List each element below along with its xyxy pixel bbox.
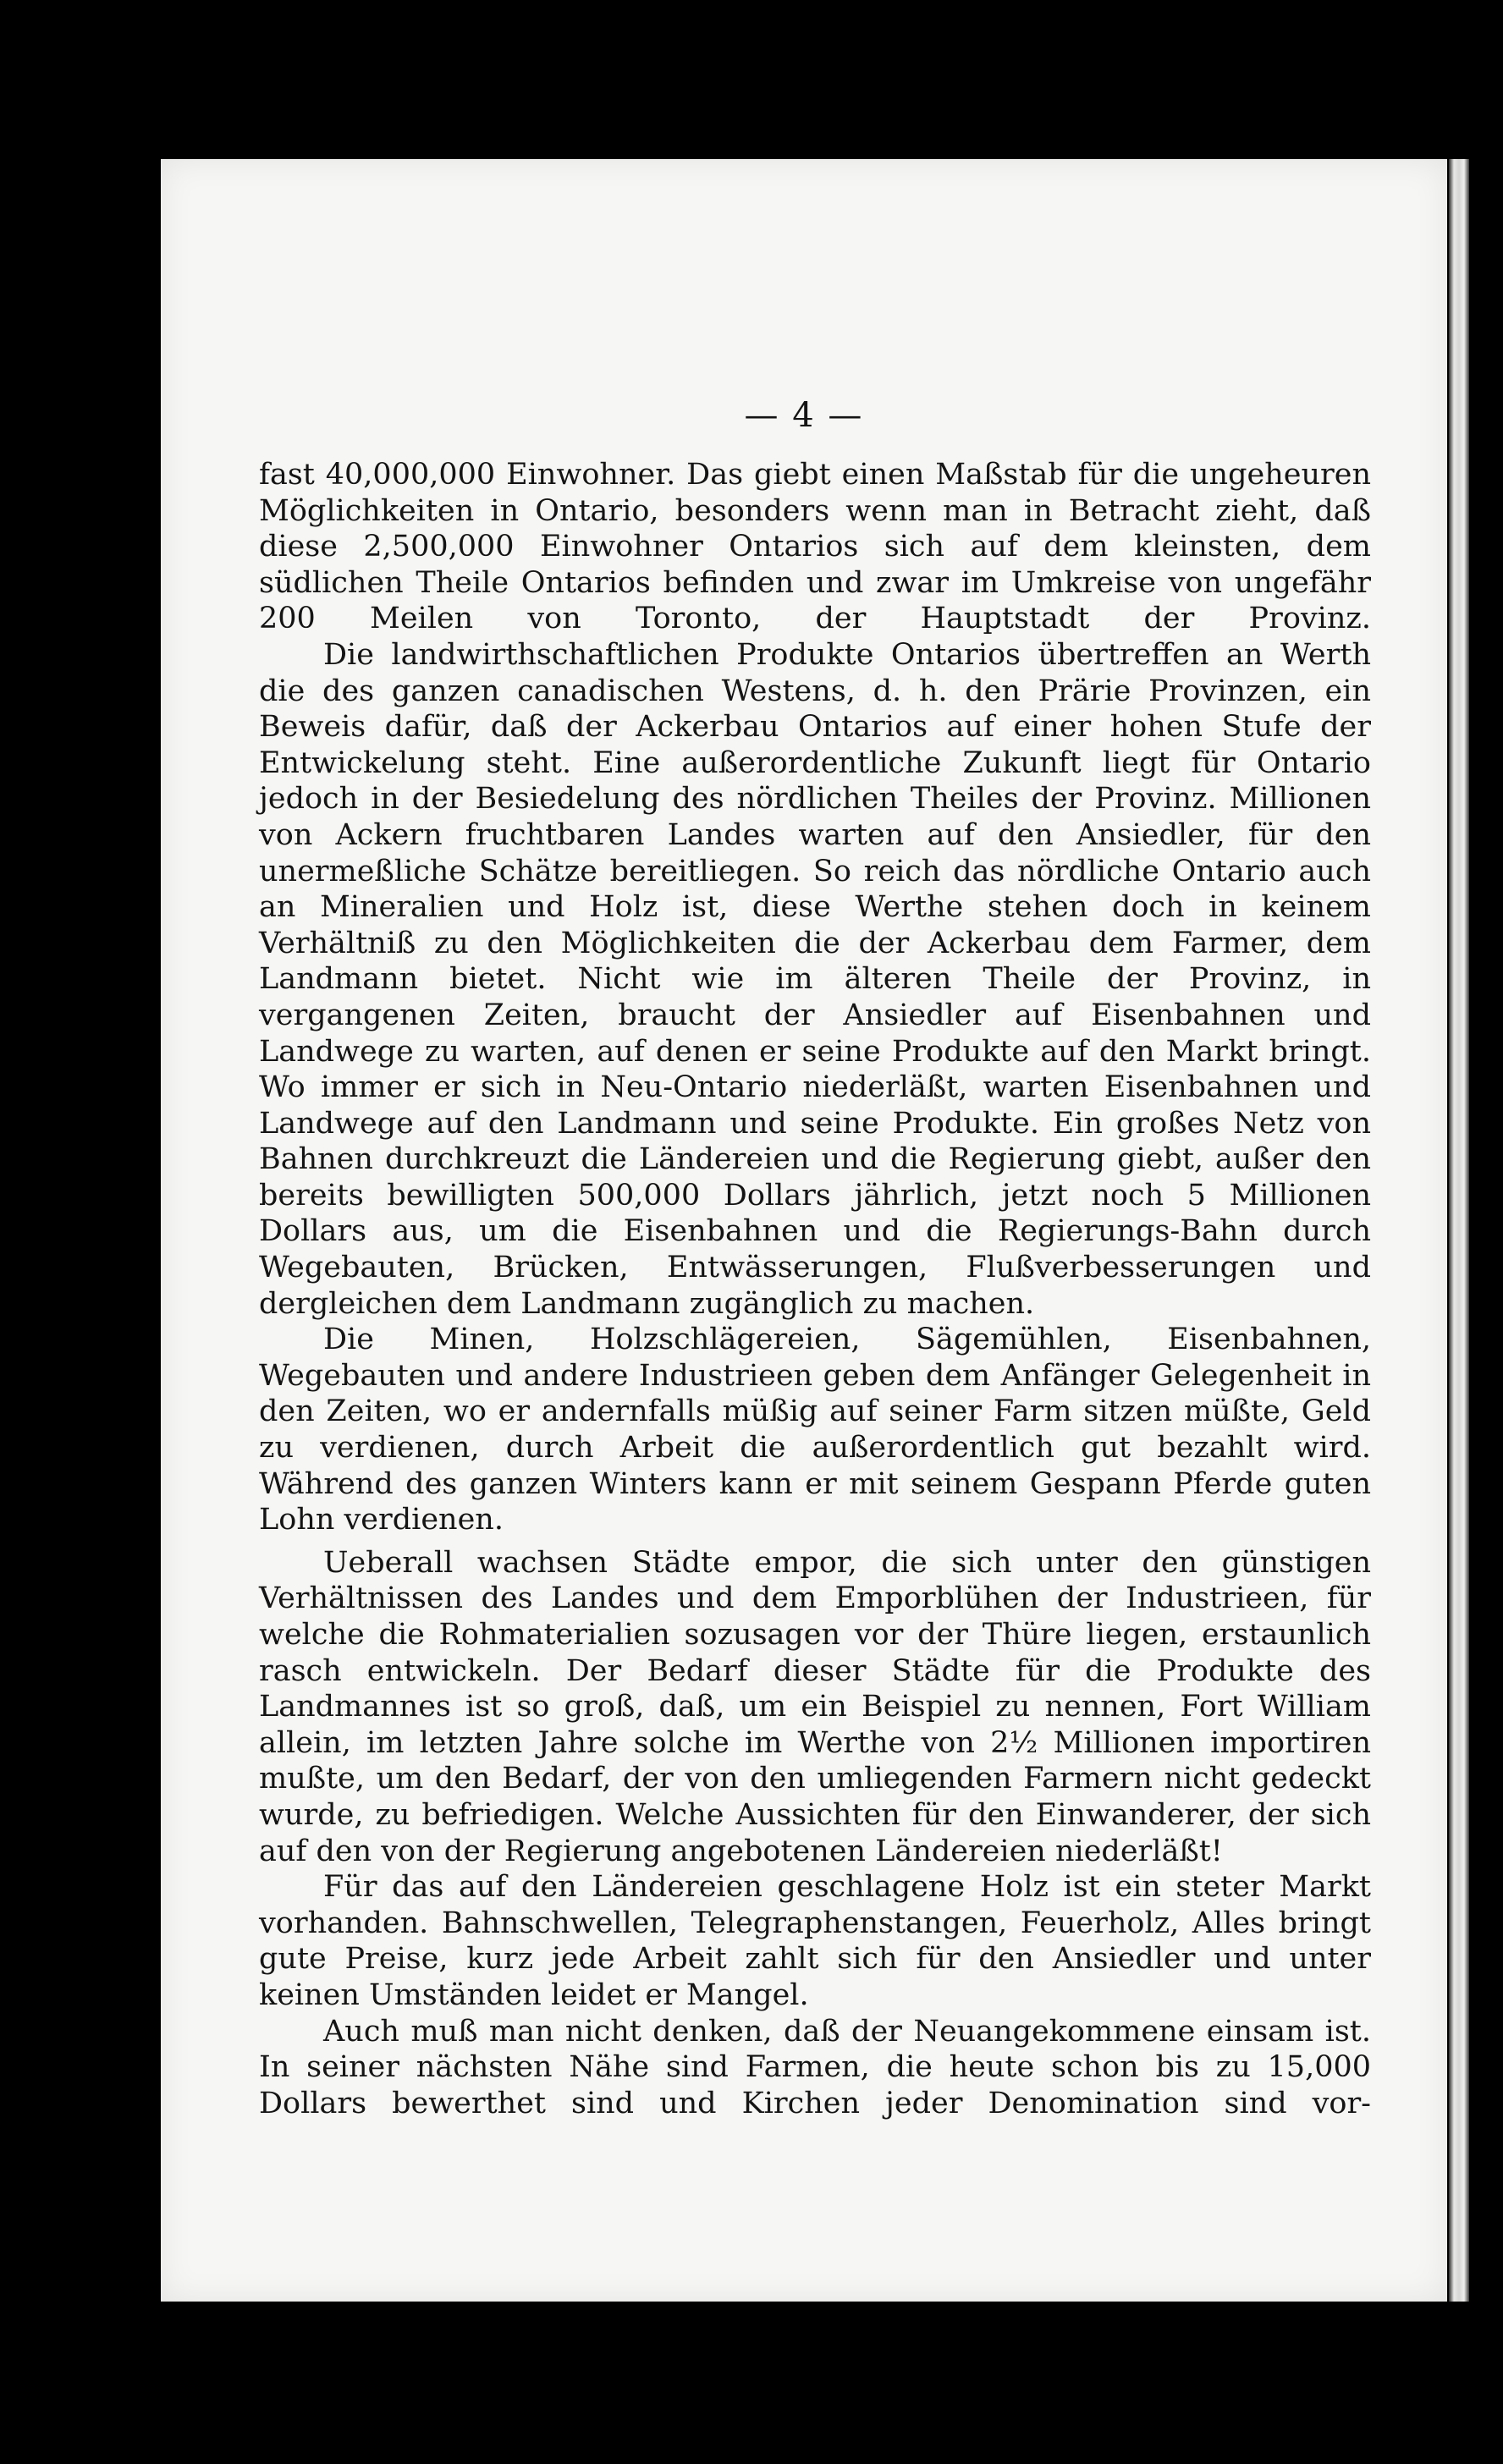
next-page-edge <box>1449 159 1469 2302</box>
paragraph-4: Ueberall wachsen Städte empor, die sich unter den günstigen Verhältnissen des Landes und dem Emporblühen der Industrieen, für welche die Rohmaterialien sozusagen vor der Thüre liegen, erstaunlich rasch entwickeln. Der Bedarf dieser Städte für die Produkte des Landmannes ist so groß, daß, um ein Beispiel zu nennen, Fort William allein, im letzten Jahre solche im Werthe von 2½ Millionen importiren mußte, um den Bedarf, der von den umliegenden Farmern nicht gedeckt wurde, zu befriedigen. Welche Aussichten für den Einwanderer, der sich auf den von der Regierung angebotenen Ländereien niederläßt! <box>259 1545 1371 1868</box>
page-number: — 4 — <box>744 396 864 435</box>
paragraph-2: Die landwirthschaftlichen Produkte Ontarios übertreffen an Werth die des ganzen canadischen Westens, d. h. den Prärie Provinzen, ein Beweis dafür, daß der Ackerbau Ontarios auf einer hohen Stufe der Entwickelung steht. Eine außerordentliche Zukunft liegt für Ontario jedoch in der Besiedelung des nördlichen Theiles der Provinz. Millionen von Ackern fruchtbaren Landes warten auf den Ansiedler, für den unermeßliche Schätze bereitliegen. So reich das nördliche Ontario auch an Mineralien und Holz ist, diese Werthe stehen doch in keinem Verhältniß zu den Möglichkeiten die der Ackerbau dem Farmer, dem Landmann bietet. Nicht wie im älteren Theile der Provinz, in vergangenen Zeiten, braucht der Ansiedler auf Eisenbahnen und Landwege zu warten, auf denen er seine Produkte auf den Markt bringt. Wo immer er sich in Neu-Ontario niederläßt, warten Eisenbahnen und Landwege auf den Landmann und seine Produkte. Ein großes Netz von Bahnen durchkreuzt die Ländereien und die Regierung giebt, außer den bereits bewilligten 500,000 Dollars jährlich, jetzt noch 5 Millionen Dollars aus, um die Eisenbahnen und die Regierungs-Bahn durch Wegebauten, Brücken, Entwässerungen, Flußverbesserungen und dergleichen dem Landmann zugänglich zu machen. <box>259 637 1371 1321</box>
paragraph-1: fast 40,000,000 Einwohner. Das giebt einen Maßstab für die ungeheuren Möglichkeiten in Ontario, besonders wenn man in Betracht zieht, daß diese 2,500,000 Einwohner Ontarios sich auf dem kleinsten, dem südlichen Theile Ontarios befinden und zwar im Umkreise von ungefähr 200 Meilen von Toronto, der Hauptstadt der Provinz. <box>259 458 1371 636</box>
paragraph-5: Für das auf den Ländereien geschlagene Holz ist ein steter Markt vorhanden. Bahnschwellen, Telegraphenstangen, Feuerholz, Alles bringt gute Preise, kurz jede Arbeit zahlt sich für den Ansiedler und unter keinen Umständen leidet er Mangel. <box>259 1870 1371 2012</box>
body-text <box>259 457 1371 2121</box>
book-page <box>161 159 1447 2302</box>
paragraph-6: Auch muß man nicht denken, daß der Neuangekommene einsam ist. In seiner nächsten Nähe sind Farmen, die heute schon bis zu 15,000 Dollars bewerthet sind und Kirchen jeder Denomination sind vor- <box>259 2014 1371 2120</box>
paragraph-3: Die Minen, Holzschlägereien, Sägemühlen, Eisenbahnen, Wegebauten und andere Industrieen geben dem Anfänger Gelegenheit in den Zeiten, wo er andernfalls müßig auf seiner Farm sitzen müßte, Geld zu verdienen, durch Arbeit die außerordentlich gut bezahlt wird. Während des ganzen Winters kann er mit seinem Gespann Pferde guten Lohn verdienen. <box>259 1323 1371 1537</box>
